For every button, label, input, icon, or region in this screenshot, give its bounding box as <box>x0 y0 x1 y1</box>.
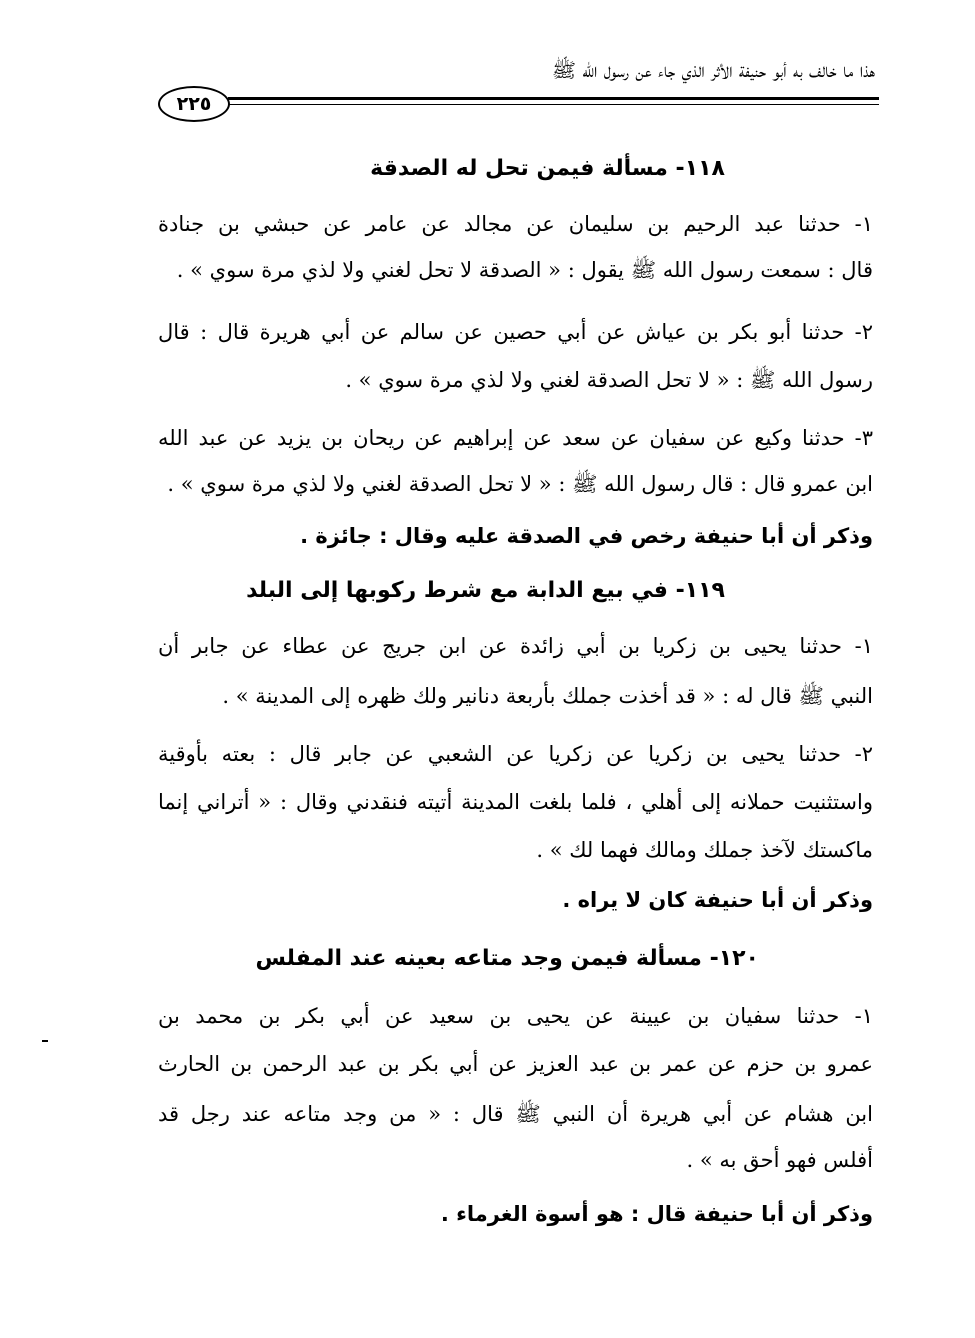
text-line: ٢- حدثنا أبو بكر بن عياش عن أبي حصين عن سالم عن أبي هريرة قال : قال <box>158 320 873 344</box>
text-line: ابن هشام عن أبي هريرة أن النبي ﷺ قال : « من وجد متاعه عند رجل قد <box>158 1102 873 1126</box>
text-line: ١- حدثنا عبد الرحيم بن سليمان عن مجالد عن عامر عن حبشي بن جنادة <box>158 212 873 236</box>
text-line: قال : سمعت رسول الله ﷺ يقول : « الصدقة لا تحل لغني ولا لذي مرة سوي » . <box>176 258 873 282</box>
running-header-title: هذا ما خالف به أبو حنيفة الأثر الذي جاء عن رسول الله ﷺ <box>551 58 875 82</box>
text-line: ٢- حدثنا يحيى بن زكريا عن زكريا عن الشعبي عن جابر قال : بعته بأوقية <box>158 742 873 766</box>
header-rule-thin <box>228 104 879 105</box>
text-line: أفلس فهو أحق به » . <box>686 1148 873 1172</box>
section-heading-119: ١١٩- في بيع الدابة مع شرط ركوبها إلى البلد <box>246 578 725 603</box>
text-line: ابن عمرو قال : قال رسول الله ﷺ : « لا تحل الصدقة لغني ولا لذي مرة سوي » . <box>167 472 873 496</box>
text-line: النبي ﷺ قال له : « قد أخذت جملك بأربعة دنانير ولك ظهره إلى المدينة » . <box>222 684 873 708</box>
text-line: ٣- حدثنا وكيع عن سفيان عن سعد عن إبراهيم عن ريحان بن يزيد عن عبد الله <box>158 426 873 450</box>
section-note: وذكر أن أبا حنيفة رخص في الصدقة عليه وقال : جائزة . <box>300 524 873 548</box>
text-line: ماكستك لآخذ جملك ومالك فهما لك » . <box>536 838 873 862</box>
page-number: ٢٢٥ <box>158 86 230 122</box>
text-line: ١- حدثنا سفيان بن عيينة عن يحيى بن سعيد عن أبي بكر بن محمد بن <box>158 1004 873 1028</box>
header-rule-thick <box>228 97 879 100</box>
text-line: عمرو بن حزم عن عمر بن عبد العزيز عن أبي بكر بن عبد الرحمن بن الحارث <box>158 1052 873 1076</box>
text-line: ١- حدثنا يحيى بن زكريا بن أبي زائدة عن ابن جريج عن عطاء عن جابر أن <box>158 634 873 658</box>
text-line: رسول الله ﷺ : « لا تحل الصدقة لغني ولا لذي مرة سوي » . <box>345 368 873 392</box>
section-note: وذكر أن أبا حنيفة كان لا يراه . <box>562 888 873 912</box>
section-heading-118: ١١٨- مسألة فيمن تحل له الصدقة <box>370 156 725 181</box>
text-line: واستثنيت حملانه إلى أهلي ، فلما بلغت المدينة أتيته فنقدني وقال : « أتراني إنما <box>158 790 873 814</box>
section-note: وذكر أن أبا حنيفة قال : هو أسوة الغرماء . <box>440 1202 873 1226</box>
section-heading-120: ١٢٠- مسألة فيمن وجد متاعه بعينه عند المفلس <box>255 946 759 971</box>
margin-speck <box>42 1040 48 1042</box>
